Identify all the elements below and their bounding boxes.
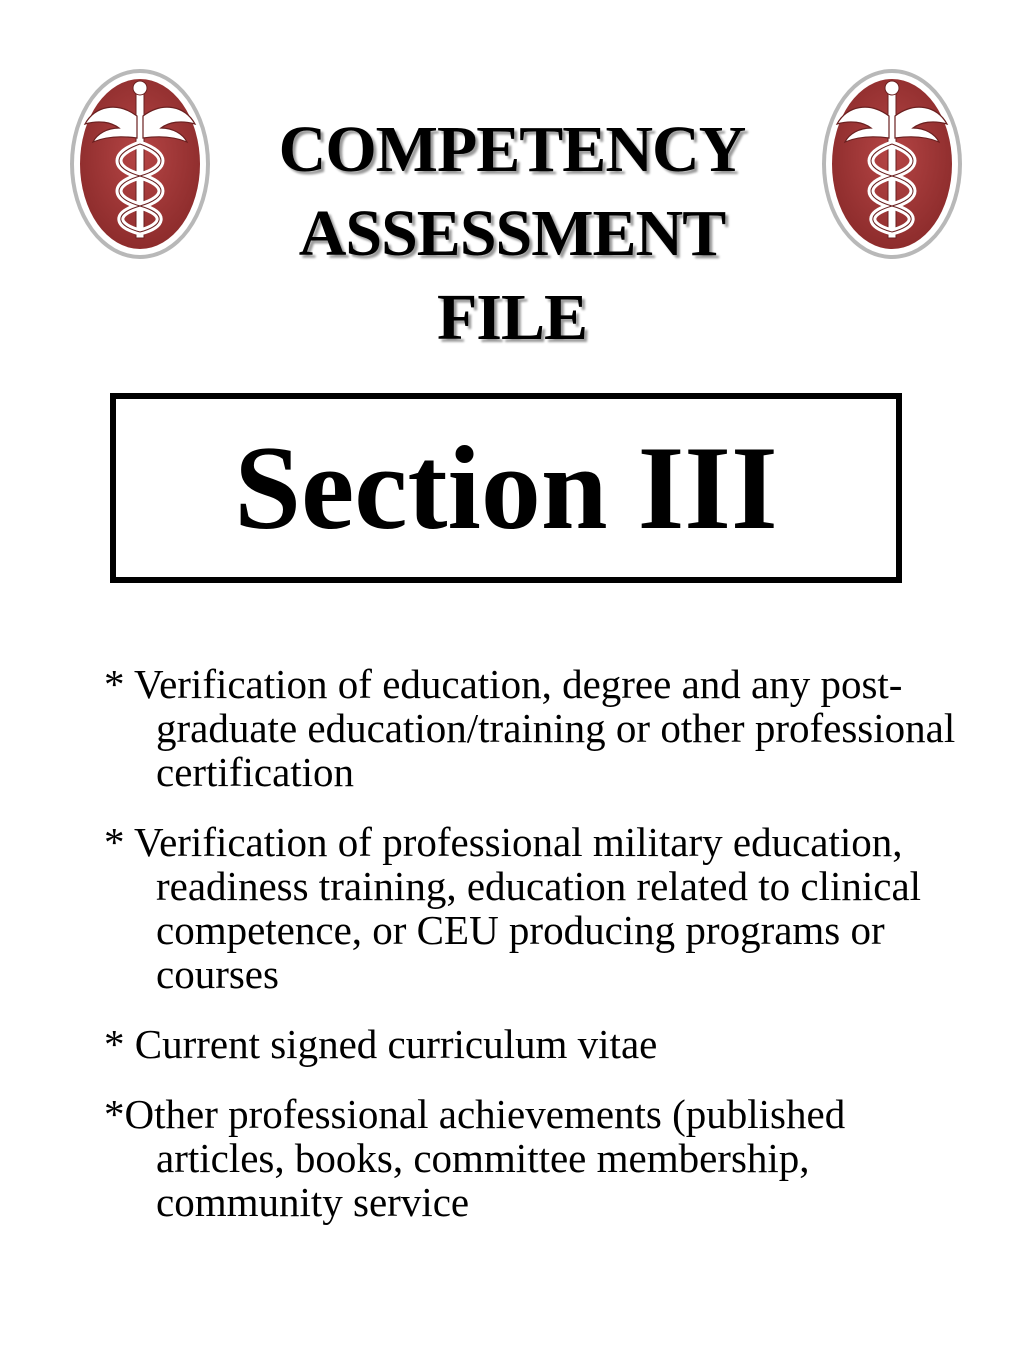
- caduceus-icon: [67, 66, 213, 262]
- caduceus-icon: [819, 66, 965, 262]
- caduceus-emblem-left: [67, 66, 213, 262]
- requirements-list: [104, 662, 964, 1250]
- page-title: [230, 108, 794, 360]
- section-label: Section III: [234, 421, 778, 554]
- title-line-3: FILE: [436, 281, 588, 354]
- title-line-1: COMPETENCY: [278, 113, 746, 186]
- caduceus-emblem-right: [819, 66, 965, 262]
- list-item: * Current signed curriculum vitae: [104, 1021, 658, 1067]
- title-line-2: ASSESSMENT: [298, 197, 726, 270]
- section-heading-box: [110, 393, 902, 583]
- list-item: *Other professional achievements (published articles, books, committee membership, community service: [104, 1091, 846, 1225]
- list-item: * Verification of education, degree and any post-graduate education/training or other professional certification: [104, 661, 956, 795]
- list-item: * Verification of professional military education, readiness training, education related to clinical competence, or CEU producing programs or courses: [104, 819, 922, 997]
